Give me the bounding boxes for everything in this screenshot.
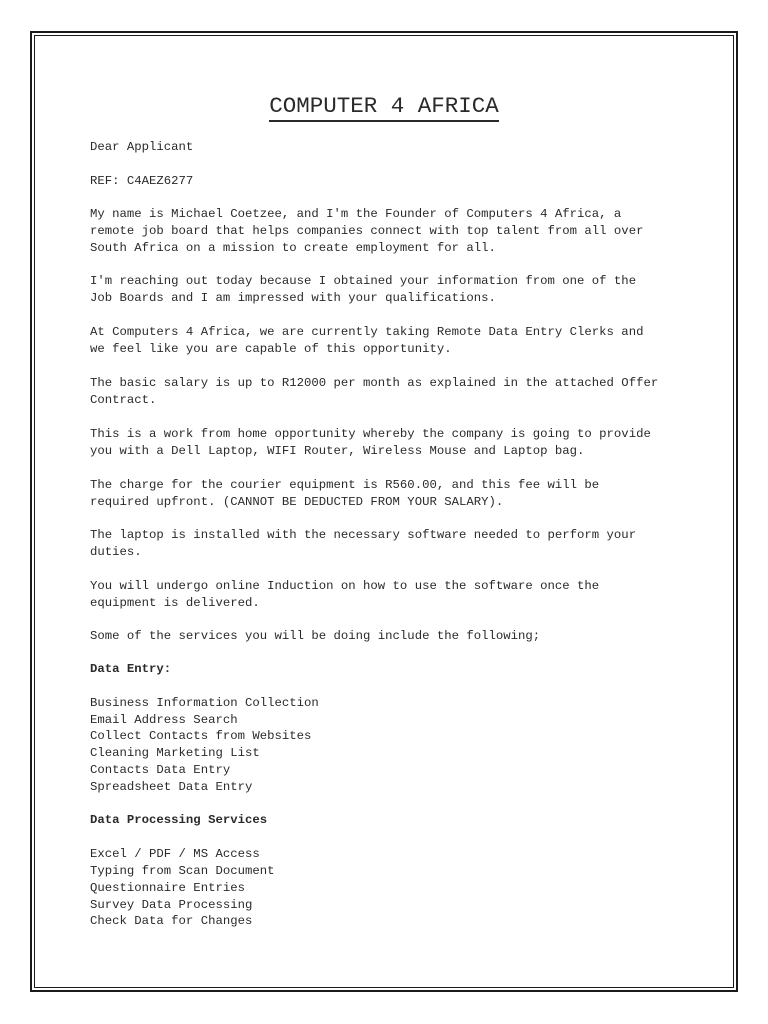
data-entry-heading: Data Entry: [90, 662, 172, 676]
paragraph-induction: You will undergo online Induction on how to use the software once the equipment is delivered. [90, 579, 600, 610]
list-item: Collect Contacts from Websites [90, 729, 312, 743]
list-item: Excel / PDF / MS Access [90, 847, 260, 861]
list-item: Business Information Collection [90, 696, 319, 710]
paragraph-equipment: This is a work from home opportunity whereby the company is going to provide you with a Dell Laptop, WIFI Router, Wireless Mouse and Laptop bag. [90, 427, 651, 458]
list-item: Check Data for Changes [90, 914, 253, 928]
list-item: Contacts Data Entry [90, 763, 231, 777]
document-title [0, 92, 768, 120]
paragraph-intro: My name is Michael Coetzee, and I'm the Founder of Computers 4 Africa, a remote job board that helps companies connect with top talent from all over South Africa on a mission to create employment for all. [90, 207, 644, 255]
document-title-text: COMPUTER 4 AFRICA [269, 93, 499, 122]
list-item: Spreadsheet Data Entry [90, 780, 253, 794]
data-processing-heading: Data Processing Services [90, 813, 268, 827]
list-item: Cleaning Marketing List [90, 746, 260, 760]
paragraph-salary: The basic salary is up to R12000 per month as explained in the attached Offer Contract. [90, 376, 659, 407]
greeting: Dear Applicant [90, 140, 194, 154]
paragraph-services-intro: Some of the services you will be doing include the following; [90, 629, 541, 643]
list-item: Questionnaire Entries [90, 881, 245, 895]
list-item: Typing from Scan Document [90, 864, 275, 878]
list-item: Email Address Search [90, 713, 238, 727]
paragraph-reaching-out: I'm reaching out today because I obtained your information from one of the Job Boards and I am impressed with your qualifications. [90, 274, 637, 305]
list-item: Survey Data Processing [90, 898, 253, 912]
paragraph-positions: At Computers 4 Africa, we are currently taking Remote Data Entry Clerks and we feel like you are capable of this opportunity. [90, 325, 644, 356]
reference-number: REF: C4AEZ6277 [90, 174, 194, 188]
paragraph-software: The laptop is installed with the necessary software needed to perform your duties. [90, 528, 637, 559]
paragraph-courier-fee: The charge for the courier equipment is R560.00, and this fee will be required upfront. (CANNOT BE DEDUCTED FROM YOUR SALARY). [90, 478, 600, 509]
